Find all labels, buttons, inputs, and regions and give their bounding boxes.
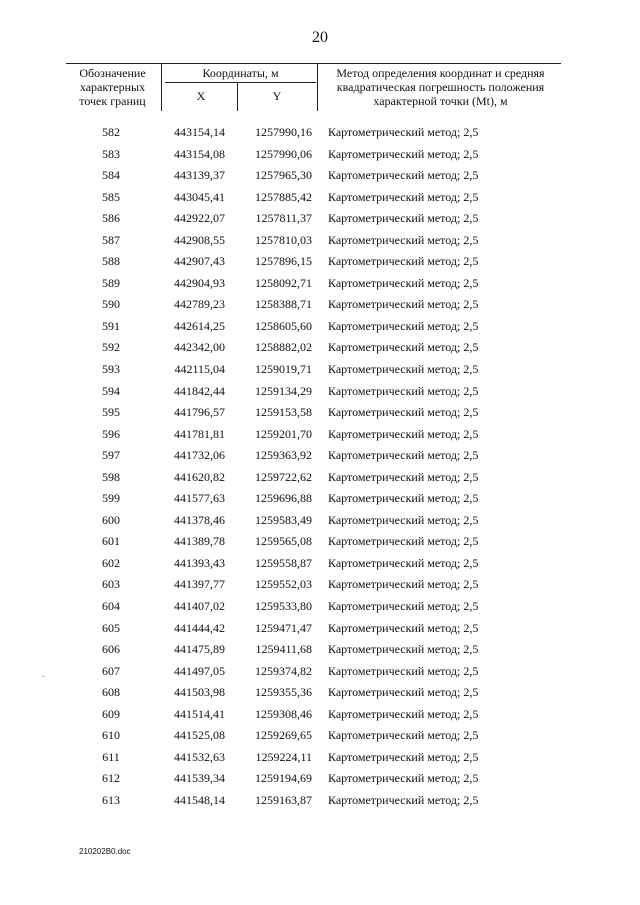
coord-y: 1257990,06 bbox=[255, 146, 312, 161]
coord-y: 1259134,29 bbox=[255, 383, 312, 398]
coord-y: 1259583,49 bbox=[255, 512, 312, 527]
coord-x: 441781,81 bbox=[174, 426, 225, 441]
method-cell: Картометрический метод; 2,5 bbox=[328, 448, 479, 463]
table-body bbox=[0, 123, 640, 813]
table-row bbox=[0, 554, 640, 576]
coord-x: 443154,14 bbox=[174, 125, 225, 139]
coord-y: 1257811,37 bbox=[255, 211, 312, 226]
header-y: Y bbox=[272, 89, 282, 103]
coord-x: 441548,14 bbox=[174, 792, 225, 807]
table-row bbox=[0, 489, 640, 511]
coord-x: 441620,82 bbox=[174, 469, 225, 484]
coord-x: 441842,44 bbox=[174, 383, 225, 398]
method-cell: Картометрический метод; 2,5 bbox=[328, 275, 479, 290]
table-row bbox=[0, 274, 640, 296]
method-cell: Картометрический метод; 2,5 bbox=[328, 362, 479, 377]
table-row bbox=[0, 532, 640, 554]
method-cell: Картометрический метод; 2,5 bbox=[328, 728, 479, 743]
coord-x: 443045,41 bbox=[174, 189, 225, 204]
point-number: 591 bbox=[102, 318, 120, 333]
table-row bbox=[0, 683, 640, 705]
coord-x: 441503,98 bbox=[174, 685, 225, 700]
coord-y: 1258605,60 bbox=[255, 318, 312, 333]
table-row bbox=[0, 769, 640, 791]
coord-x: 442908,55 bbox=[174, 232, 225, 247]
header-designation: Обозначение характерных точек границ bbox=[79, 66, 146, 108]
coord-x: 443139,37 bbox=[174, 168, 225, 183]
coord-x: 441444,42 bbox=[174, 620, 225, 635]
table-row bbox=[0, 791, 640, 813]
method-cell: Картометрический метод; 2,5 bbox=[328, 642, 479, 657]
point-number: 611 bbox=[102, 749, 120, 764]
table-row bbox=[0, 209, 640, 231]
page-number: 20 bbox=[312, 29, 328, 46]
table-row bbox=[0, 166, 640, 188]
header-method: Метод определения координат и средняя квадратическая погрешность положения характерной точки (Mt), м bbox=[336, 66, 545, 108]
header-x: X bbox=[196, 89, 206, 103]
method-cell: Картометрический метод; 2,5 bbox=[328, 620, 479, 635]
coord-x: 442922,07 bbox=[174, 211, 225, 226]
table-row bbox=[0, 145, 640, 167]
method-cell: Картометрический метод; 2,5 bbox=[328, 146, 479, 161]
coord-y: 1257896,15 bbox=[255, 254, 312, 269]
table-row bbox=[0, 619, 640, 641]
method-cell: Картометрический метод; 2,5 bbox=[328, 599, 479, 614]
coord-y: 1259153,58 bbox=[255, 405, 312, 420]
method-cell: Картометрический метод; 2,5 bbox=[328, 297, 479, 312]
coord-x: 443154,08 bbox=[174, 146, 225, 161]
point-number: 592 bbox=[102, 340, 120, 355]
point-number: 599 bbox=[102, 491, 120, 506]
method-cell: Картометрический метод; 2,5 bbox=[328, 792, 479, 807]
point-number: 613 bbox=[102, 792, 120, 807]
point-number: 585 bbox=[102, 189, 120, 204]
coord-x: 441796,57 bbox=[174, 405, 225, 420]
coord-x: 441397,77 bbox=[174, 577, 225, 592]
point-number: 610 bbox=[102, 728, 120, 743]
table-row bbox=[0, 640, 640, 662]
coord-y: 1259552,03 bbox=[255, 577, 312, 592]
coord-y: 1257965,30 bbox=[255, 168, 312, 183]
coord-y: 1259363,92 bbox=[255, 448, 312, 463]
method-cell: Картометрический метод; 2,5 bbox=[328, 405, 479, 420]
coord-y: 1259163,87 bbox=[255, 792, 312, 807]
coord-y: 1259308,46 bbox=[255, 706, 312, 721]
table-row bbox=[0, 425, 640, 447]
method-cell: Картометрический метод; 2,5 bbox=[328, 491, 479, 506]
method-cell: Картометрический метод; 2,5 bbox=[328, 685, 479, 700]
method-cell: Картометрический метод; 2,5 bbox=[328, 383, 479, 398]
table-row bbox=[0, 597, 640, 619]
point-number: 595 bbox=[102, 405, 120, 420]
point-number: 604 bbox=[102, 599, 120, 614]
method-cell: Картометрический метод; 2,5 bbox=[328, 469, 479, 484]
point-number: 590 bbox=[102, 297, 120, 312]
method-cell: Картометрический метод; 2,5 bbox=[328, 211, 479, 226]
table-row bbox=[0, 575, 640, 597]
point-number: 586 bbox=[102, 211, 120, 226]
coord-y: 1259269,65 bbox=[255, 728, 312, 743]
method-cell: Картометрический метод; 2,5 bbox=[328, 318, 479, 333]
point-number: 593 bbox=[102, 362, 120, 377]
point-number: 603 bbox=[102, 577, 120, 592]
point-number: 582 bbox=[102, 125, 120, 139]
coord-y: 1257885,42 bbox=[255, 189, 312, 204]
point-number: 607 bbox=[102, 663, 120, 678]
coord-x: 441378,46 bbox=[174, 512, 225, 527]
coord-y: 1259374,82 bbox=[255, 663, 312, 678]
coord-x: 442115,04 bbox=[174, 362, 225, 377]
coord-x: 441393,43 bbox=[174, 555, 225, 570]
coord-x: 441514,41 bbox=[174, 706, 225, 721]
header-top-rule bbox=[66, 63, 561, 64]
method-cell: Картометрический метод; 2,5 bbox=[328, 577, 479, 592]
coord-y: 1259565,08 bbox=[255, 534, 312, 549]
table-row bbox=[0, 123, 640, 145]
table-row bbox=[0, 662, 640, 684]
point-number: 602 bbox=[102, 555, 120, 570]
method-cell: Картометрический метод; 2,5 bbox=[328, 534, 479, 549]
coord-x: 442342,00 bbox=[174, 340, 225, 355]
method-cell: Картометрический метод; 2,5 bbox=[328, 771, 479, 786]
header-divider bbox=[161, 63, 162, 111]
coord-x: 441497,05 bbox=[174, 663, 225, 678]
coord-x: 442907,43 bbox=[174, 254, 225, 269]
point-number: 583 bbox=[102, 146, 120, 161]
coord-y: 1259355,36 bbox=[255, 685, 312, 700]
method-cell: Картометрический метод; 2,5 bbox=[328, 555, 479, 570]
coord-y: 1259558,87 bbox=[255, 555, 312, 570]
method-cell: Картометрический метод; 2,5 bbox=[328, 749, 479, 764]
table-row bbox=[0, 511, 640, 533]
coord-y: 1259696,88 bbox=[255, 491, 312, 506]
coord-x: 442614,25 bbox=[174, 318, 225, 333]
coordinates-rule bbox=[165, 82, 316, 83]
method-cell: Картометрический метод; 2,5 bbox=[328, 189, 479, 204]
point-number: 612 bbox=[102, 771, 120, 786]
method-cell: Картометрический метод; 2,5 bbox=[328, 232, 479, 247]
table-row bbox=[0, 317, 640, 339]
footer-filename: 210202В0.doc bbox=[79, 847, 131, 856]
method-cell: Картометрический метод; 2,5 bbox=[328, 663, 479, 678]
point-number: 606 bbox=[102, 642, 120, 657]
table-row bbox=[0, 360, 640, 382]
coord-x: 441532,63 bbox=[174, 749, 225, 764]
coord-x: 441732,06 bbox=[174, 448, 225, 463]
coord-y: 1258882,02 bbox=[255, 340, 312, 355]
point-number: 600 bbox=[102, 512, 120, 527]
coord-y: 1259019,71 bbox=[255, 362, 312, 377]
table-row bbox=[0, 705, 640, 727]
table-row bbox=[0, 403, 640, 425]
method-cell: Картометрический метод; 2,5 bbox=[328, 426, 479, 441]
method-cell: Картометрический метод; 2,5 bbox=[328, 340, 479, 355]
coord-x: 441475,89 bbox=[174, 642, 225, 657]
point-number: 589 bbox=[102, 275, 120, 290]
coord-x: 441389,78 bbox=[174, 534, 225, 549]
method-cell: Картометрический метод; 2,5 bbox=[328, 168, 479, 183]
point-number: 598 bbox=[102, 469, 120, 484]
method-cell: Картометрический метод; 2,5 bbox=[328, 254, 479, 269]
header-coordinates: Координаты, м bbox=[202, 66, 279, 80]
point-number: 588 bbox=[102, 254, 120, 269]
coord-y: 1259411,68 bbox=[255, 642, 312, 657]
method-cell: Картометрический метод; 2,5 bbox=[328, 125, 479, 139]
table-row bbox=[0, 252, 640, 274]
table-row bbox=[0, 231, 640, 253]
point-number: 605 bbox=[102, 620, 120, 635]
table-row bbox=[0, 468, 640, 490]
coord-y: 1259722,62 bbox=[255, 469, 312, 484]
coord-x: 441525,08 bbox=[174, 728, 225, 743]
coord-y: 1257810,03 bbox=[255, 232, 312, 247]
margin-mark bbox=[42, 676, 45, 677]
table-row bbox=[0, 446, 640, 468]
point-number: 587 bbox=[102, 232, 120, 247]
point-number: 597 bbox=[102, 448, 120, 463]
coord-x: 441539,34 bbox=[174, 771, 225, 786]
table-header bbox=[66, 63, 561, 111]
method-cell: Картометрический метод; 2,5 bbox=[328, 512, 479, 527]
coord-y: 1259194,69 bbox=[255, 771, 312, 786]
coord-x: 442904,93 bbox=[174, 275, 225, 290]
table-row bbox=[0, 338, 640, 360]
coord-y: 1259471,47 bbox=[255, 620, 312, 635]
coord-x: 441407,02 bbox=[174, 599, 225, 614]
coord-y: 1258388,71 bbox=[255, 297, 312, 312]
point-number: 594 bbox=[102, 383, 120, 398]
point-number: 608 bbox=[102, 685, 120, 700]
coord-x: 441577,63 bbox=[174, 491, 225, 506]
point-number: 609 bbox=[102, 706, 120, 721]
coord-y: 1257990,16 bbox=[255, 125, 312, 139]
table-row bbox=[0, 295, 640, 317]
coord-y: 1259201,70 bbox=[255, 426, 312, 441]
coord-y: 1259224,11 bbox=[255, 749, 312, 764]
table-row bbox=[0, 748, 640, 770]
coord-y: 1258092,71 bbox=[255, 275, 312, 290]
table-row bbox=[0, 382, 640, 404]
method-cell: Картометрический метод; 2,5 bbox=[328, 706, 479, 721]
point-number: 596 bbox=[102, 426, 120, 441]
header-divider bbox=[317, 63, 318, 111]
coord-x: 442789,23 bbox=[174, 297, 225, 312]
table-row bbox=[0, 726, 640, 748]
table-row bbox=[0, 188, 640, 210]
coord-y: 1259533,80 bbox=[255, 599, 312, 614]
point-number: 584 bbox=[102, 168, 120, 183]
point-number: 601 bbox=[102, 534, 120, 549]
